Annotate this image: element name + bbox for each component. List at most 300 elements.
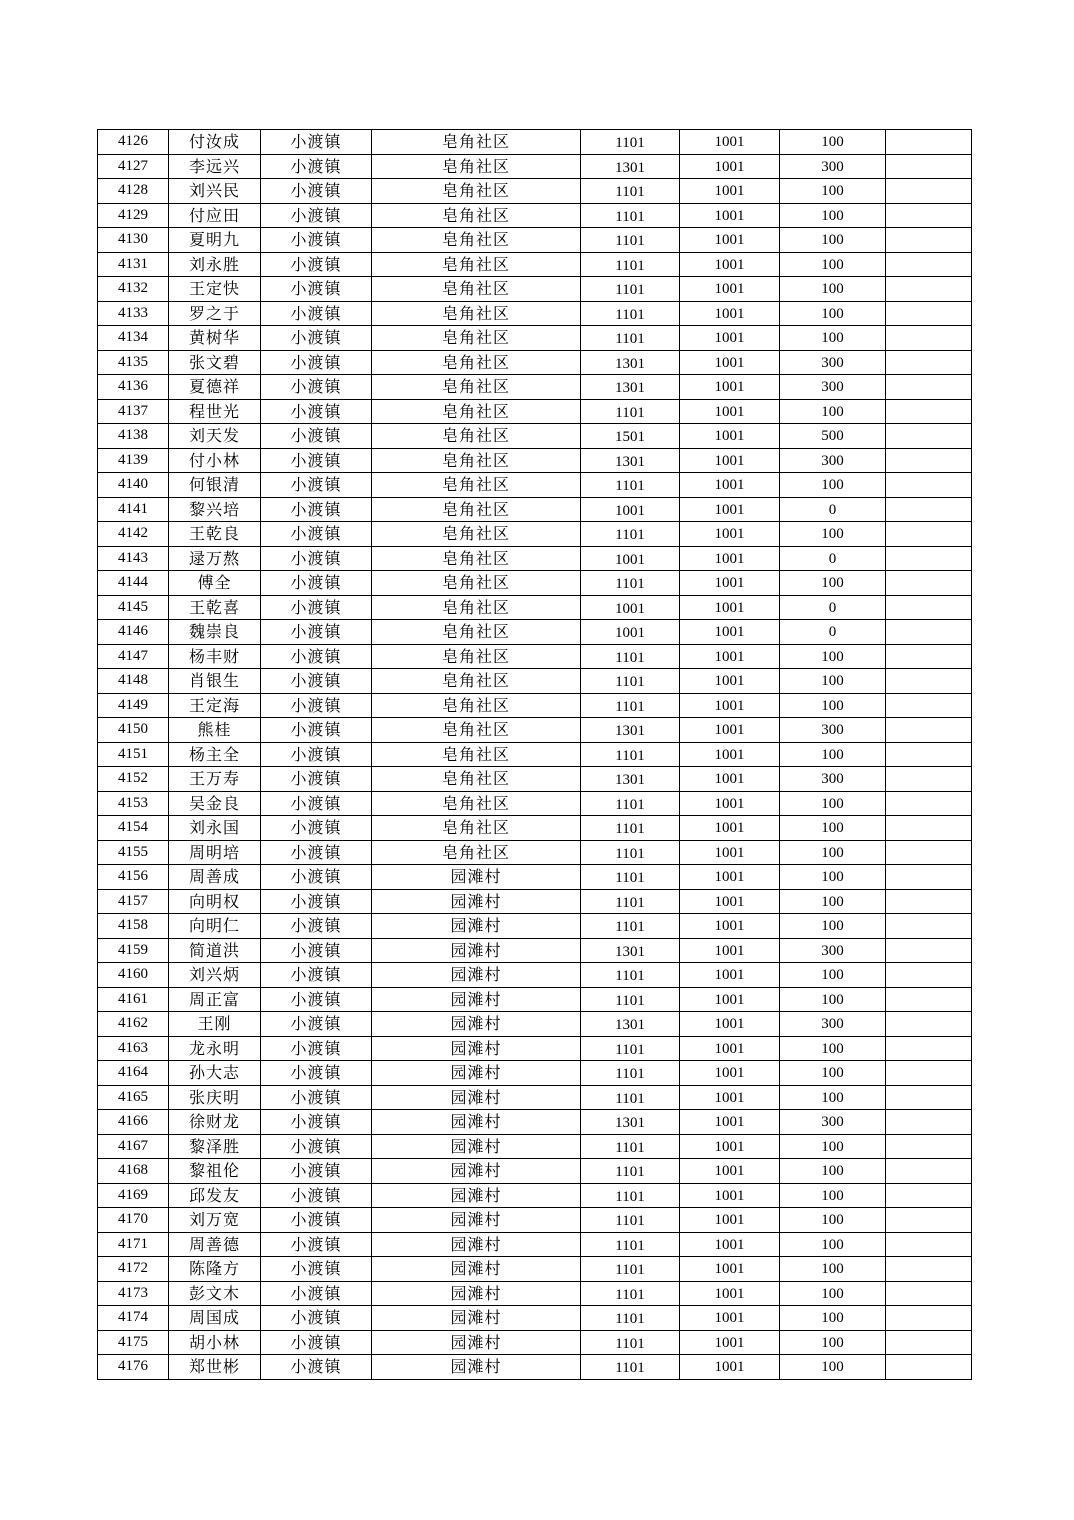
table-row	[98, 1134, 972, 1159]
remark-cell	[886, 1330, 972, 1355]
township-cell: 小渡镇	[261, 424, 372, 449]
village-cell: 皂角社区	[372, 718, 581, 743]
code-b-cell: 1001	[680, 546, 780, 571]
row-number-cell: 4155	[98, 840, 169, 865]
remark-cell	[886, 840, 972, 865]
township-cell: 小渡镇	[261, 228, 372, 253]
table-row	[98, 644, 972, 669]
table-row	[98, 865, 972, 890]
code-a-cell: 1301	[581, 1110, 680, 1135]
table-row	[98, 522, 972, 547]
village-cell: 皂角社区	[372, 742, 581, 767]
remark-cell	[886, 620, 972, 645]
township-cell: 小渡镇	[261, 987, 372, 1012]
code-b-cell: 1001	[680, 1281, 780, 1306]
township-cell: 小渡镇	[261, 595, 372, 620]
code-a-cell: 1301	[581, 938, 680, 963]
amount-cell: 100	[780, 963, 886, 988]
code-b-cell: 1001	[680, 1012, 780, 1037]
remark-cell	[886, 375, 972, 400]
township-cell: 小渡镇	[261, 179, 372, 204]
row-number-cell: 4174	[98, 1306, 169, 1331]
township-cell: 小渡镇	[261, 130, 372, 155]
code-a-cell: 1101	[581, 179, 680, 204]
amount-cell: 100	[780, 522, 886, 547]
table-row	[98, 963, 972, 988]
code-b-cell: 1001	[680, 644, 780, 669]
township-cell: 小渡镇	[261, 1355, 372, 1380]
person-name-cell: 魏崇良	[169, 620, 261, 645]
code-b-cell: 1001	[680, 277, 780, 302]
amount-cell: 300	[780, 350, 886, 375]
person-name-cell: 李远兴	[169, 154, 261, 179]
amount-cell: 100	[780, 1330, 886, 1355]
row-number-cell: 4169	[98, 1183, 169, 1208]
township-cell: 小渡镇	[261, 620, 372, 645]
amount-cell: 100	[780, 669, 886, 694]
code-b-cell: 1001	[680, 865, 780, 890]
amount-cell: 100	[780, 1306, 886, 1331]
table-row	[98, 1085, 972, 1110]
code-b-cell: 1001	[680, 252, 780, 277]
village-cell: 园滩村	[372, 938, 581, 963]
township-cell: 小渡镇	[261, 350, 372, 375]
village-cell: 园滩村	[372, 914, 581, 939]
code-b-cell: 1001	[680, 375, 780, 400]
table-row	[98, 228, 972, 253]
person-name-cell: 张庆明	[169, 1085, 261, 1110]
remark-cell	[886, 1306, 972, 1331]
table-row	[98, 938, 972, 963]
township-cell: 小渡镇	[261, 865, 372, 890]
table-row	[98, 669, 972, 694]
village-cell: 园滩村	[372, 1183, 581, 1208]
person-name-cell: 付小林	[169, 448, 261, 473]
person-name-cell: 简道洪	[169, 938, 261, 963]
village-cell: 园滩村	[372, 1232, 581, 1257]
township-cell: 小渡镇	[261, 203, 372, 228]
table-row	[98, 448, 972, 473]
village-cell: 皂角社区	[372, 375, 581, 400]
township-cell: 小渡镇	[261, 1159, 372, 1184]
code-b-cell: 1001	[680, 350, 780, 375]
village-cell: 园滩村	[372, 865, 581, 890]
amount-cell: 100	[780, 399, 886, 424]
code-b-cell: 1001	[680, 130, 780, 155]
table-row	[98, 130, 972, 155]
township-cell: 小渡镇	[261, 742, 372, 767]
person-name-cell: 黎祖伦	[169, 1159, 261, 1184]
village-cell: 皂角社区	[372, 546, 581, 571]
code-a-cell: 1501	[581, 424, 680, 449]
township-cell: 小渡镇	[261, 963, 372, 988]
row-number-cell: 4158	[98, 914, 169, 939]
code-b-cell: 1001	[680, 840, 780, 865]
code-b-cell: 1001	[680, 1085, 780, 1110]
village-cell: 皂角社区	[372, 399, 581, 424]
table-row	[98, 742, 972, 767]
village-cell: 皂角社区	[372, 767, 581, 792]
table-row	[98, 987, 972, 1012]
code-b-cell: 1001	[680, 301, 780, 326]
person-name-cell: 黄树华	[169, 326, 261, 351]
code-b-cell: 1001	[680, 987, 780, 1012]
township-cell: 小渡镇	[261, 644, 372, 669]
table-row	[98, 1208, 972, 1233]
remark-cell	[886, 203, 972, 228]
person-name-cell: 熊桂	[169, 718, 261, 743]
code-a-cell: 1101	[581, 865, 680, 890]
township-cell: 小渡镇	[261, 375, 372, 400]
code-a-cell: 1301	[581, 1012, 680, 1037]
person-name-cell: 孙大志	[169, 1061, 261, 1086]
amount-cell: 100	[780, 473, 886, 498]
person-name-cell: 王定海	[169, 693, 261, 718]
row-number-cell: 4167	[98, 1134, 169, 1159]
person-name-cell: 傅全	[169, 571, 261, 596]
township-cell: 小渡镇	[261, 889, 372, 914]
remark-cell	[886, 1012, 972, 1037]
remark-cell	[886, 228, 972, 253]
code-a-cell: 1301	[581, 767, 680, 792]
code-b-cell: 1001	[680, 424, 780, 449]
amount-cell: 100	[780, 693, 886, 718]
remark-cell	[886, 350, 972, 375]
township-cell: 小渡镇	[261, 399, 372, 424]
person-name-cell: 周善德	[169, 1232, 261, 1257]
table-row	[98, 816, 972, 841]
person-name-cell: 彭文木	[169, 1281, 261, 1306]
code-b-cell: 1001	[680, 693, 780, 718]
person-name-cell: 周正富	[169, 987, 261, 1012]
person-name-cell: 罗之于	[169, 301, 261, 326]
row-number-cell: 4128	[98, 179, 169, 204]
code-b-cell: 1001	[680, 179, 780, 204]
remark-cell	[886, 1232, 972, 1257]
code-a-cell: 1101	[581, 1208, 680, 1233]
amount-cell: 100	[780, 791, 886, 816]
code-a-cell: 1101	[581, 228, 680, 253]
person-name-cell: 王刚	[169, 1012, 261, 1037]
code-a-cell: 1101	[581, 1257, 680, 1282]
remark-cell	[886, 130, 972, 155]
code-a-cell: 1101	[581, 1281, 680, 1306]
amount-cell: 300	[780, 448, 886, 473]
person-name-cell: 杨丰财	[169, 644, 261, 669]
code-a-cell: 1301	[581, 154, 680, 179]
table-row	[98, 791, 972, 816]
code-a-cell: 1101	[581, 1159, 680, 1184]
code-b-cell: 1001	[680, 816, 780, 841]
amount-cell: 300	[780, 1110, 886, 1135]
row-number-cell: 4132	[98, 277, 169, 302]
amount-cell: 100	[780, 179, 886, 204]
amount-cell: 100	[780, 1355, 886, 1380]
row-number-cell: 4129	[98, 203, 169, 228]
code-a-cell: 1101	[581, 1061, 680, 1086]
row-number-cell: 4126	[98, 130, 169, 155]
remark-cell	[886, 1061, 972, 1086]
amount-cell: 100	[780, 228, 886, 253]
amount-cell: 100	[780, 1134, 886, 1159]
remark-cell	[886, 1355, 972, 1380]
table-row	[98, 424, 972, 449]
person-name-cell: 刘永胜	[169, 252, 261, 277]
code-a-cell: 1101	[581, 742, 680, 767]
code-a-cell: 1101	[581, 203, 680, 228]
remark-cell	[886, 595, 972, 620]
row-number-cell: 4130	[98, 228, 169, 253]
remark-cell	[886, 179, 972, 204]
remark-cell	[886, 473, 972, 498]
person-name-cell: 刘兴炳	[169, 963, 261, 988]
remark-cell	[886, 448, 972, 473]
township-cell: 小渡镇	[261, 1257, 372, 1282]
village-cell: 皂角社区	[372, 326, 581, 351]
row-number-cell: 4134	[98, 326, 169, 351]
person-name-cell: 张文碧	[169, 350, 261, 375]
person-name-cell: 付应田	[169, 203, 261, 228]
village-cell: 皂角社区	[372, 644, 581, 669]
code-a-cell: 1101	[581, 571, 680, 596]
remark-cell	[886, 644, 972, 669]
remark-cell	[886, 693, 972, 718]
row-number-cell: 4162	[98, 1012, 169, 1037]
code-b-cell: 1001	[680, 669, 780, 694]
remark-cell	[886, 399, 972, 424]
township-cell: 小渡镇	[261, 546, 372, 571]
village-cell: 皂角社区	[372, 669, 581, 694]
table-row	[98, 497, 972, 522]
code-b-cell: 1001	[680, 742, 780, 767]
amount-cell: 100	[780, 1036, 886, 1061]
row-number-cell: 4168	[98, 1159, 169, 1184]
person-name-cell: 龙永明	[169, 1036, 261, 1061]
village-cell: 皂角社区	[372, 179, 581, 204]
village-cell: 园滩村	[372, 1306, 581, 1331]
row-number-cell: 4145	[98, 595, 169, 620]
township-cell: 小渡镇	[261, 1208, 372, 1233]
village-cell: 皂角社区	[372, 816, 581, 841]
remark-cell	[886, 938, 972, 963]
township-cell: 小渡镇	[261, 767, 372, 792]
amount-cell: 100	[780, 252, 886, 277]
person-name-cell: 王乾良	[169, 522, 261, 547]
amount-cell: 100	[780, 865, 886, 890]
village-cell: 皂角社区	[372, 252, 581, 277]
code-b-cell: 1001	[680, 571, 780, 596]
table-row	[98, 375, 972, 400]
village-cell: 园滩村	[372, 1012, 581, 1037]
code-a-cell: 1301	[581, 718, 680, 743]
person-name-cell: 王定快	[169, 277, 261, 302]
person-name-cell: 徐财龙	[169, 1110, 261, 1135]
amount-cell: 100	[780, 1232, 886, 1257]
row-number-cell: 4136	[98, 375, 169, 400]
code-a-cell: 1101	[581, 301, 680, 326]
village-cell: 园滩村	[372, 1355, 581, 1380]
person-name-cell: 邱发友	[169, 1183, 261, 1208]
village-cell: 园滩村	[372, 1208, 581, 1233]
code-b-cell: 1001	[680, 448, 780, 473]
row-number-cell: 4141	[98, 497, 169, 522]
table-row	[98, 1306, 972, 1331]
code-a-cell: 1101	[581, 669, 680, 694]
township-cell: 小渡镇	[261, 1036, 372, 1061]
amount-cell: 100	[780, 1183, 886, 1208]
remark-cell	[886, 1257, 972, 1282]
township-cell: 小渡镇	[261, 1281, 372, 1306]
person-name-cell: 杨主全	[169, 742, 261, 767]
table-row	[98, 840, 972, 865]
table-row	[98, 620, 972, 645]
code-a-cell: 1101	[581, 1036, 680, 1061]
amount-cell: 100	[780, 1159, 886, 1184]
code-a-cell: 1101	[581, 252, 680, 277]
row-number-cell: 4131	[98, 252, 169, 277]
row-number-cell: 4148	[98, 669, 169, 694]
person-name-cell: 向明权	[169, 889, 261, 914]
code-a-cell: 1101	[581, 889, 680, 914]
table-row	[98, 1183, 972, 1208]
code-a-cell: 1101	[581, 644, 680, 669]
person-name-cell: 王乾喜	[169, 595, 261, 620]
village-cell: 皂角社区	[372, 203, 581, 228]
table-row	[98, 1281, 972, 1306]
person-name-cell: 何银清	[169, 473, 261, 498]
remark-cell	[886, 1159, 972, 1184]
remark-cell	[886, 1281, 972, 1306]
code-a-cell: 1101	[581, 399, 680, 424]
remark-cell	[886, 1110, 972, 1135]
person-name-cell: 王万寿	[169, 767, 261, 792]
row-number-cell: 4170	[98, 1208, 169, 1233]
village-cell: 园滩村	[372, 1159, 581, 1184]
township-cell: 小渡镇	[261, 669, 372, 694]
table-row	[98, 914, 972, 939]
table-row	[98, 571, 972, 596]
amount-cell: 100	[780, 914, 886, 939]
row-number-cell: 4163	[98, 1036, 169, 1061]
village-cell: 皂角社区	[372, 448, 581, 473]
remark-cell	[886, 865, 972, 890]
amount-cell: 100	[780, 840, 886, 865]
code-b-cell: 1001	[680, 791, 780, 816]
code-a-cell: 1301	[581, 448, 680, 473]
amount-cell: 100	[780, 203, 886, 228]
village-cell: 园滩村	[372, 963, 581, 988]
remark-cell	[886, 154, 972, 179]
amount-cell: 300	[780, 375, 886, 400]
amount-cell: 100	[780, 1281, 886, 1306]
row-number-cell: 4176	[98, 1355, 169, 1380]
remark-cell	[886, 326, 972, 351]
township-cell: 小渡镇	[261, 1061, 372, 1086]
person-name-cell: 程世光	[169, 399, 261, 424]
person-name-cell: 周国成	[169, 1306, 261, 1331]
remark-cell	[886, 1134, 972, 1159]
row-number-cell: 4146	[98, 620, 169, 645]
table-body	[98, 130, 972, 1380]
amount-cell: 100	[780, 644, 886, 669]
row-number-cell: 4164	[98, 1061, 169, 1086]
code-a-cell: 1001	[581, 546, 680, 571]
remark-cell	[886, 987, 972, 1012]
remark-cell	[886, 767, 972, 792]
table-row	[98, 252, 972, 277]
code-a-cell: 1101	[581, 1306, 680, 1331]
table-row	[98, 154, 972, 179]
person-name-cell: 周善成	[169, 865, 261, 890]
person-name-cell: 夏明九	[169, 228, 261, 253]
village-cell: 皂角社区	[372, 791, 581, 816]
code-a-cell: 1101	[581, 522, 680, 547]
village-cell: 皂角社区	[372, 301, 581, 326]
village-cell: 皂角社区	[372, 130, 581, 155]
township-cell: 小渡镇	[261, 1134, 372, 1159]
village-cell: 园滩村	[372, 1085, 581, 1110]
row-number-cell: 4152	[98, 767, 169, 792]
row-number-cell: 4133	[98, 301, 169, 326]
code-a-cell: 1101	[581, 1232, 680, 1257]
row-number-cell: 4147	[98, 644, 169, 669]
township-cell: 小渡镇	[261, 154, 372, 179]
township-cell: 小渡镇	[261, 938, 372, 963]
table-row	[98, 1012, 972, 1037]
row-number-cell: 4157	[98, 889, 169, 914]
township-cell: 小渡镇	[261, 473, 372, 498]
code-a-cell: 1101	[581, 791, 680, 816]
row-number-cell: 4173	[98, 1281, 169, 1306]
village-cell: 皂角社区	[372, 693, 581, 718]
amount-cell: 100	[780, 130, 886, 155]
row-number-cell: 4138	[98, 424, 169, 449]
village-cell: 皂角社区	[372, 350, 581, 375]
township-cell: 小渡镇	[261, 1183, 372, 1208]
data-table	[97, 129, 972, 1380]
village-cell: 皂角社区	[372, 228, 581, 253]
village-cell: 园滩村	[372, 987, 581, 1012]
code-b-cell: 1001	[680, 473, 780, 498]
code-b-cell: 1001	[680, 767, 780, 792]
table-row	[98, 767, 972, 792]
code-b-cell: 1001	[680, 203, 780, 228]
row-number-cell: 4159	[98, 938, 169, 963]
code-a-cell: 1101	[581, 1183, 680, 1208]
table-row	[98, 326, 972, 351]
remark-cell	[886, 252, 972, 277]
township-cell: 小渡镇	[261, 1110, 372, 1135]
code-a-cell: 1101	[581, 1330, 680, 1355]
remark-cell	[886, 571, 972, 596]
village-cell: 园滩村	[372, 1061, 581, 1086]
village-cell: 园滩村	[372, 1110, 581, 1135]
code-a-cell: 1001	[581, 497, 680, 522]
village-cell: 皂角社区	[372, 571, 581, 596]
person-name-cell: 黎兴培	[169, 497, 261, 522]
table-row	[98, 301, 972, 326]
code-a-cell: 1101	[581, 1134, 680, 1159]
code-a-cell: 1101	[581, 840, 680, 865]
code-a-cell: 1301	[581, 375, 680, 400]
township-cell: 小渡镇	[261, 816, 372, 841]
person-name-cell: 胡小林	[169, 1330, 261, 1355]
amount-cell: 300	[780, 1012, 886, 1037]
code-a-cell: 1101	[581, 473, 680, 498]
code-a-cell: 1101	[581, 816, 680, 841]
village-cell: 皂角社区	[372, 473, 581, 498]
township-cell: 小渡镇	[261, 1232, 372, 1257]
